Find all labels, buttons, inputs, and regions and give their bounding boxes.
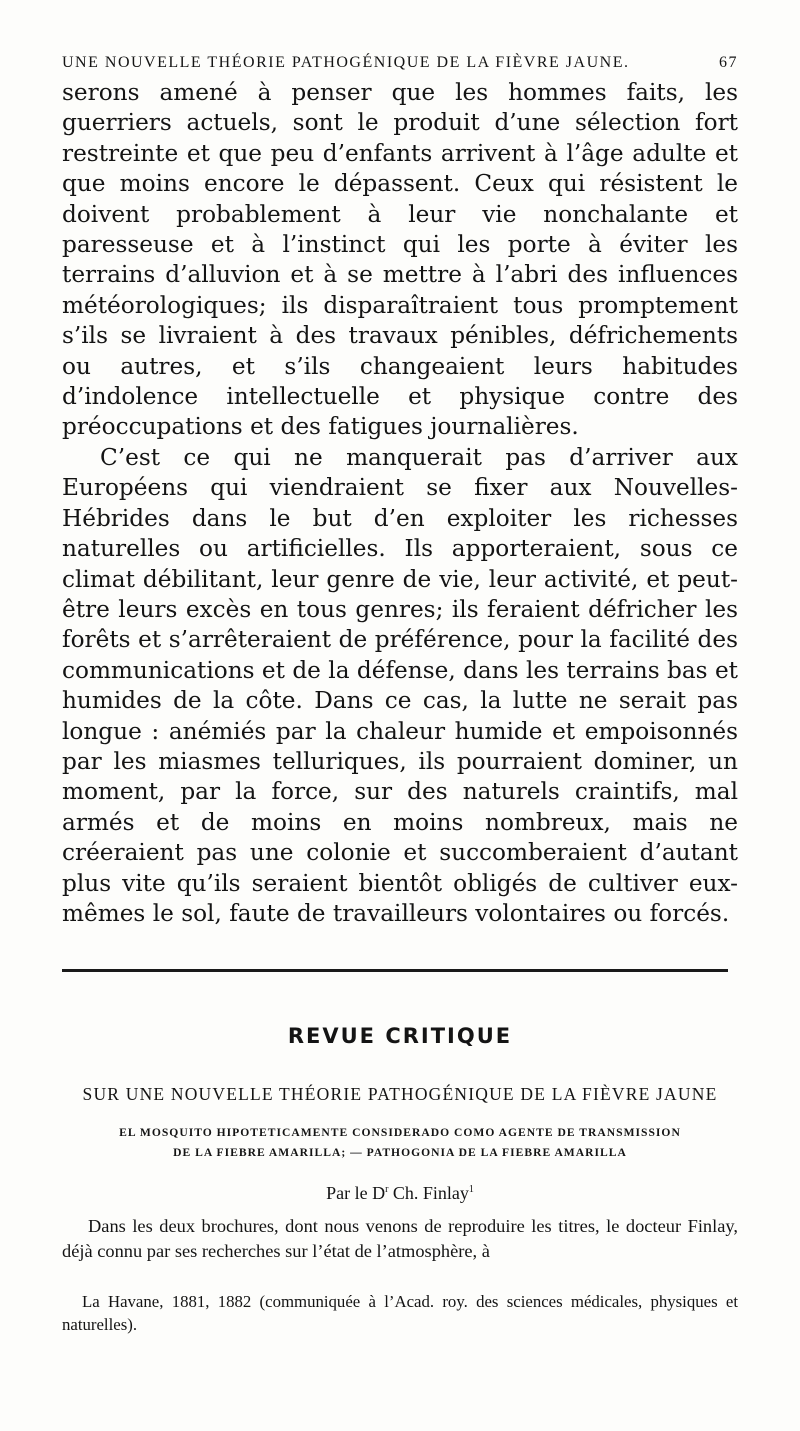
running-header	[62, 54, 738, 72]
section-title: REVUE CRITIQUE	[287, 1024, 513, 1049]
byline	[62, 1183, 738, 1204]
paragraph-1: serons amené à penser que les hommes faits, les guerriers actuels, sont le produit d’une sélection fort restreinte et que peu d’enfants arrivent à l’âge adulte et que moins encore le dépassent. Ceux qui résistent le doivent probablement à leur vie nonchalante et paresseuse et à l’instinct qui les porte à éviter les terrains d’alluvion et à se mettre à l’abri des influences météorologiques; ils disparaîtraient tous promptement s’ils se livraient à des travaux pénibles, défrichements ou autres, et s’ils changeaient leurs habitudes d’indolence intellectuelle et physique contre des préoccupations et des fatigues journalières.	[62, 79, 738, 441]
article-title: SUR UNE NOUVELLE THÉORIE PATHOGÉNIQUE DE LA FIÈVRE JAUNE	[82, 1084, 718, 1105]
article-subtitle	[62, 1123, 738, 1163]
paragraph-2: C’est ce qui ne manquerait pas d’arriver aux Européens qui viendraient se fixer aux Nouvelles-Hébrides dans le but d’en exploiter les richesses naturelles ou artificielles. Ils apporteraient, sous ce climat débilitant, leur genre de vie, leur activité, et peut-être leurs excès en tous genres; ils feraient défricher les forêts et s’arrêteraient de préférence, pour la facilité des communications et de la défense, dans les terrains bas et humides de la côte. Dans ce cas, la lutte ne serait pas longue : anémiés par la chaleur humide et empoisonnés par les miasmes telluriques, ils pourraient dominer, un moment, par la force, sur des naturels craintifs, mal armés et de moins en moins nombreux, mais ne créeraient pas une colonie et succomberaient d’autant plus vite qu’ils seraient bientôt obligés de cultiver eux-mêmes le sol, faute de travailleurs volontaires ou forcés.	[62, 443, 738, 927]
review-intro: Dans les deux brochures, dont nous venons de reproduire les titres, le docteur Finlay, déjà connu par ses recherches sur l’état de l’atmosphère, à	[62, 1216, 738, 1262]
page-number: 67	[719, 54, 738, 71]
running-title: UNE NOUVELLE THÉORIE PATHOGÉNIQUE DE LA FIÈVRE JAUNE.	[62, 54, 630, 71]
subtitle-line-1: EL MOSQUITO HIPOTETICAMENTE CONSIDERADO COMO AGENTE DE TRANSMISSION	[119, 1126, 681, 1140]
footnote-marker: 1	[468, 1184, 474, 1196]
footnote: La Havane, 1881, 1882 (communiquée à l’Acad. roy. des sciences médicales, physiques et naturelles).	[62, 1292, 738, 1335]
review-text	[62, 1214, 738, 1264]
byline-prefix: Par le D	[326, 1183, 386, 1204]
subtitle-line-2: DE LA FIEBRE AMARILLA; — PATHOGONIA DE LA FIEBRE AMARILLA	[173, 1146, 627, 1160]
section-divider	[62, 969, 728, 972]
author-name: Ch. Finlay	[388, 1183, 469, 1204]
byline-title-sup: r	[385, 1184, 389, 1196]
main-text	[62, 78, 738, 929]
